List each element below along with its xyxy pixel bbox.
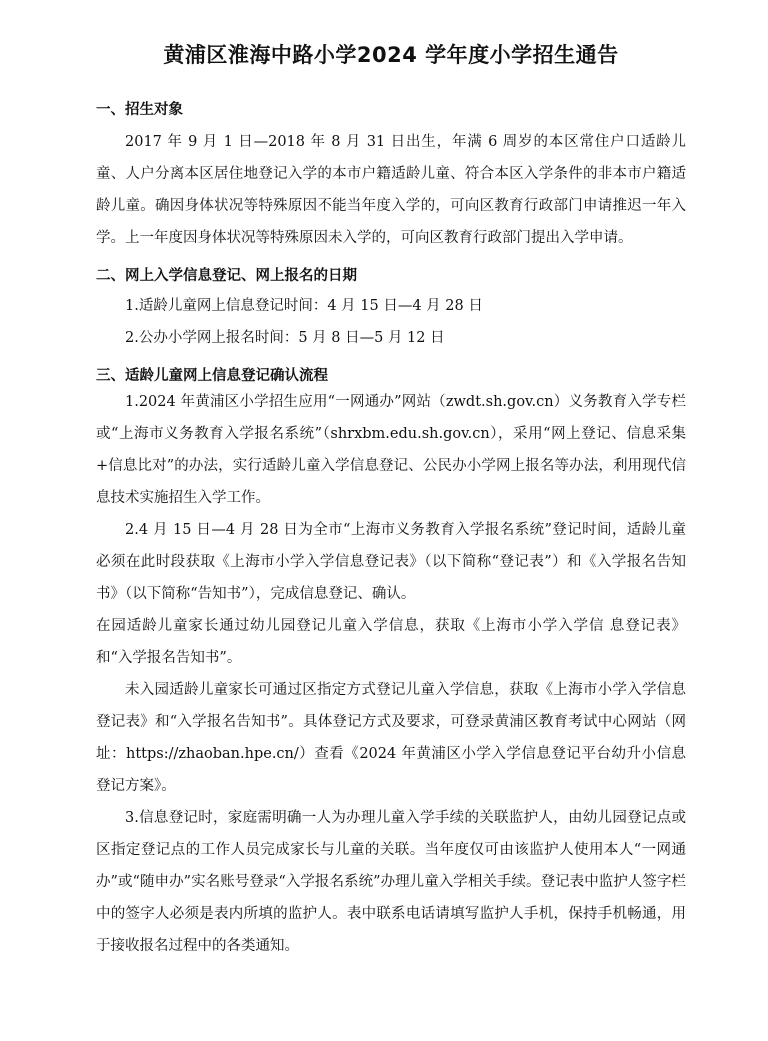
paragraph: 1.2024 年黄浦区小学招生应用“一网通办”网站（zwdt.sh.gov.cn）义务教育入学专栏或“上海市义务教育入学报名系统”（shrxbm.edu.sh.gov.cn），采用“网上登记、信息采集+信息比对”的办法，实行适龄儿童入学信息登记、公民办小学网上报名等办法，利用现代信息技术实施招生入学工作。: [96, 394, 686, 506]
page-title: 黄浦区淮海中路小学2024 学年度小学招生通告: [163, 43, 619, 67]
paragraph: 2.公办小学网上报名时间：5 月 8 日—5 月 12 日: [125, 330, 445, 346]
paragraph: 未入园适龄儿童家长可通过区指定方式登记儿童入学信息，获取《上海市小学入学信息登记表》和“入学报名告知书”。具体登记方式及要求，可登录黄浦区教育考试中心网站（网址：https://zhaoban.hpe.cn/）查看《2024 年黄浦区小学入学信息登记平台幼升小信息登记方案》。: [96, 682, 686, 794]
paragraph: 2017 年 9 月 1 日—2018 年 8 月 31 日出生，年满 6 周岁的本区常住户口适龄儿童、人户分离本区居住地登记入学的本市户籍适龄儿童、符合本区入学条件的非本市户籍适龄儿童。确因身体状况等特殊原因不能当年度入学的，可向区教育行政部门申请推迟一年入学。上一年度因身体状况等特殊原因未入学的，可向区教育行政部门提出入学申请。: [96, 134, 686, 246]
section-enrollment-targets: [96, 100, 686, 254]
paragraph: 在园适龄儿童家长通过幼儿园登记儿童入学信息，获取《上海市小学入学信 息登记表》和“入学报名告知书”。: [96, 618, 686, 666]
section-heading: 三、适龄儿童网上信息登记确认流程: [96, 368, 328, 384]
section-registration-dates: [96, 266, 686, 354]
paragraph: 1.适龄儿童网上信息登记时间：4 月 15 日—4 月 28 日: [125, 298, 483, 314]
section-heading: 二、网上入学信息登记、网上报名的日期: [96, 268, 357, 284]
paragraph: 2.4 月 15 日—4 月 28 日为全市“上海市义务教育入学报名系统”登记时间，适龄儿童必须在此时段获取《上海市小学入学信息登记表》（以下简称“登记表”）和《入学报名告知书》（以下简称“告知书”），完成信息登记、确认。: [96, 522, 686, 602]
section-registration-process: [96, 366, 686, 962]
paragraph: 3.信息登记时，家庭需明确一人为办理儿童入学手续的关联监护人，由幼儿园登记点或区指定登记点的工作人员完成家长与儿童的关联。当年度仅可由该监护人使用本人“一网通办”或“随申办”实名账号登录“入学报名系统”办理儿童入学相关手续。登记表中监护人签字栏中的签字人必须是表内所填的监护人。表中联系电话请填写监护人手机，保持手机畅通，用于接收报名过程中的各类通知。: [96, 810, 686, 954]
section-heading: 一、招生对象: [96, 102, 183, 118]
